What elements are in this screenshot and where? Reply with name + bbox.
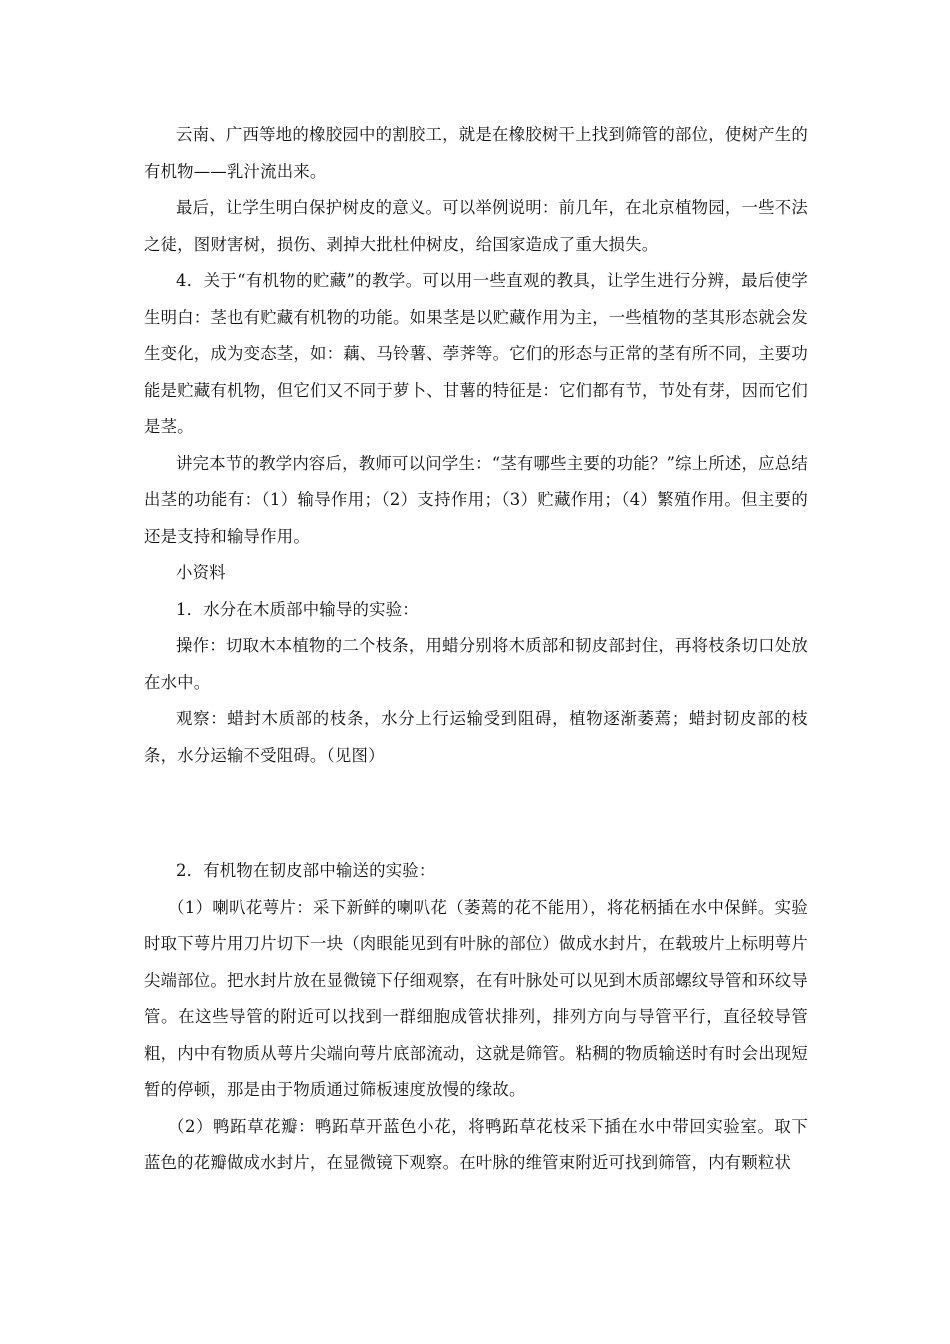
paragraph-morning-glory: （1）喇叭花萼片：采下新鲜的喇叭花（萎蔫的花不能用），将花柄插在水中保鲜。实验时取下萼片用刀片切下一块（肉眼能见到有叶脉的部位）做成水封片，在载玻片上标明萼片尖端部位。把水封片放在显微镜下仔细观察，在有叶脉处可以见到木质部螺纹导管和环纹导管。在这些导管的附近可以找到一群细胞成管状排列，排列方向与导管平行，直径较导管粗，内中有物质从萼片尖端向萼片底部流动，这就是筛管。粘稠的物质输送时有时会出现短暂的停顿，那是由于物质通过筛板速度放慢的缘故。 — [144, 897, 808, 1099]
heading-experiment-1: 1．水分在木质部中输导的实验： — [176, 599, 419, 619]
text-section-2 — [144, 853, 808, 1182]
paragraph-protect-bark: 最后，让学生明白保护树皮的意义。可以举例说明：前几年，在北京植物园，一些不法之徒，图财害树，损伤、剥掉大批杜仲树皮，给国家造成了重大损失。 — [144, 198, 808, 254]
paragraph-rubber-tapping: 云南、广西等地的橡胶园中的割胶工，就是在橡胶树干上找到筛管的部位，使树产生的有机物——乳汁流出来。 — [144, 125, 808, 181]
text-section-1 — [144, 117, 808, 774]
paragraph-organic-storage: 4．关于“有机物的贮藏”的教学。可以用一些直观的教具，让学生进行分辨，最后使学生明白：茎也有贮藏有机物的功能。如果茎是以贮藏作用为主，一些植物的茎其形态就会发生变化，成为变态茎，如：藕、马铃薯、荸荠等。它们的形态与正常的茎有所不同，主要功能是贮藏有机物，但它们又不同于萝卜、甘薯的特征是：它们都有节，节处有芽，因而它们是茎。 — [144, 271, 808, 436]
paragraph-dayflower: （2）鸭跖草花瓣：鸭跖草开蓝色小花，将鸭跖草花枝采下插在水中带回实验室。取下蓝色的花瓣做成水封片，在显微镜下观察。在叶脉的维管束附近可找到筛管，内有颗粒状 — [144, 1116, 808, 1172]
heading-experiment-2: 2．有机物在韧皮部中输送的实验： — [176, 861, 436, 880]
paragraph-operation: 操作：切取木本植物的二个枝条，用蜡分别将木质部和韧皮部封住，再将枝条切口处放在水中。 — [144, 636, 808, 692]
heading-small-materials: 小资料 — [176, 563, 226, 582]
paragraph-stem-functions: 讲完本节的教学内容后，教师可以问学生：“茎有哪些主要的功能？”综上所述，应总结出茎的功能有：（1）输导作用；（2）支持作用；（3）贮藏作用；（4）繁殖作用。但主要的还是支持和输导作用。 — [144, 453, 808, 546]
paragraph-observation: 观察：蜡封木质部的枝条，水分上行运输受到阻碍，植物逐渐萎蔫；蜡封韧皮部的枝条，水分运输不受阻碍。（见图） — [144, 709, 808, 765]
